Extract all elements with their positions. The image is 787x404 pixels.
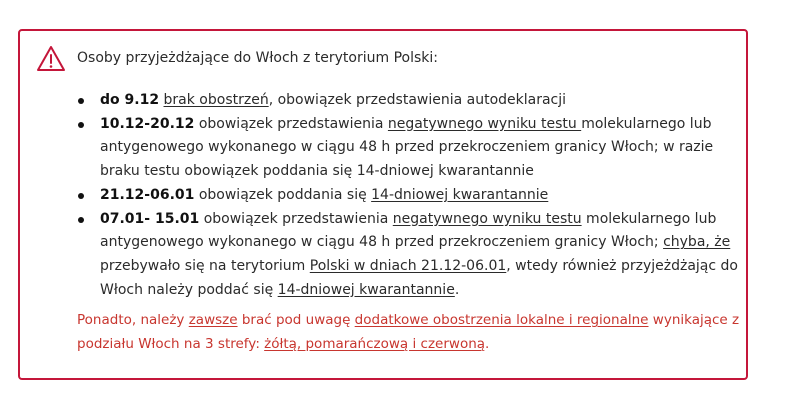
bullet [78,98,84,104]
bullet [78,217,84,223]
date-range: do 9.12 [100,92,160,108]
link-quarantine[interactable]: 14-dniowej kwarantannie [277,281,455,298]
bullet [78,122,84,128]
link-negative-test[interactable]: negatywnego wyniku testu [392,210,582,227]
bullet [78,193,84,199]
link-negative-test[interactable]: negatywnego wyniku testu [387,115,582,132]
note-paragraph: Ponadto, należy zawsze brać pod uwagę dodatkowe obostrzenia lokalne i regionalne wynikające z podziału Włoch na 3 strefy: żółtą, pomarańczową i czerwoną. [77,312,740,352]
warning-alert-box [18,29,748,380]
link-poland-dates[interactable]: Polski w dniach 21.12-06.01 [309,257,507,274]
link-local-restrictions[interactable]: dodatkowe obostrzenia lokalne i regionalne [354,312,649,328]
link-no-restrictions[interactable]: brak obostrzeń [163,92,269,108]
alert-heading: Osoby przyjeżdżające do Włoch z terytorium Polski: [77,50,438,66]
list-item: do 9.12 brak obostrzeń, obowiązek przedstawienia autodeklaracji [80,89,740,113]
list-item: 10.12-20.12 obowiązek przedstawienia negatywnego wyniku testu molekularnego lub antygenowego wykonanego w ciągu 48 h przed przekroczeniem granicy Włoch; w razie braku testu obowiązek poddania się 14-dniowej kwarantannie [80,113,740,184]
link-always[interactable]: zawsze [188,312,238,328]
warning-triangle-icon [36,45,66,73]
list-item: 21.12-06.01 obowiązek poddania się 14-dniowej kwarantannie [80,184,740,208]
link-quarantine[interactable]: 14-dniowej kwarantannie [371,186,549,203]
link-unless[interactable]: chyba, że [663,234,731,251]
link-zones[interactable]: żółtą, pomarańczową i czerwoną [264,336,486,352]
rules-list [80,89,740,302]
date-range: 07.01- 15.01 [100,210,200,227]
date-range: 10.12-20.12 [100,115,195,132]
date-range: 21.12-06.01 [100,186,195,203]
list-item: 07.01- 15.01 obowiązek przedstawienia negatywnego wyniku testu molekularnego lub antygenowego wykonanego w ciągu 48 h przed przekroczeniem granicy Włoch; chyba, że przebywało się na terytorium Polski w dniach 21.12-06.01, wtedy również przyjeżdżając do Włoch należy poddać się 14-dniowej kwarantannie. [80,208,740,303]
